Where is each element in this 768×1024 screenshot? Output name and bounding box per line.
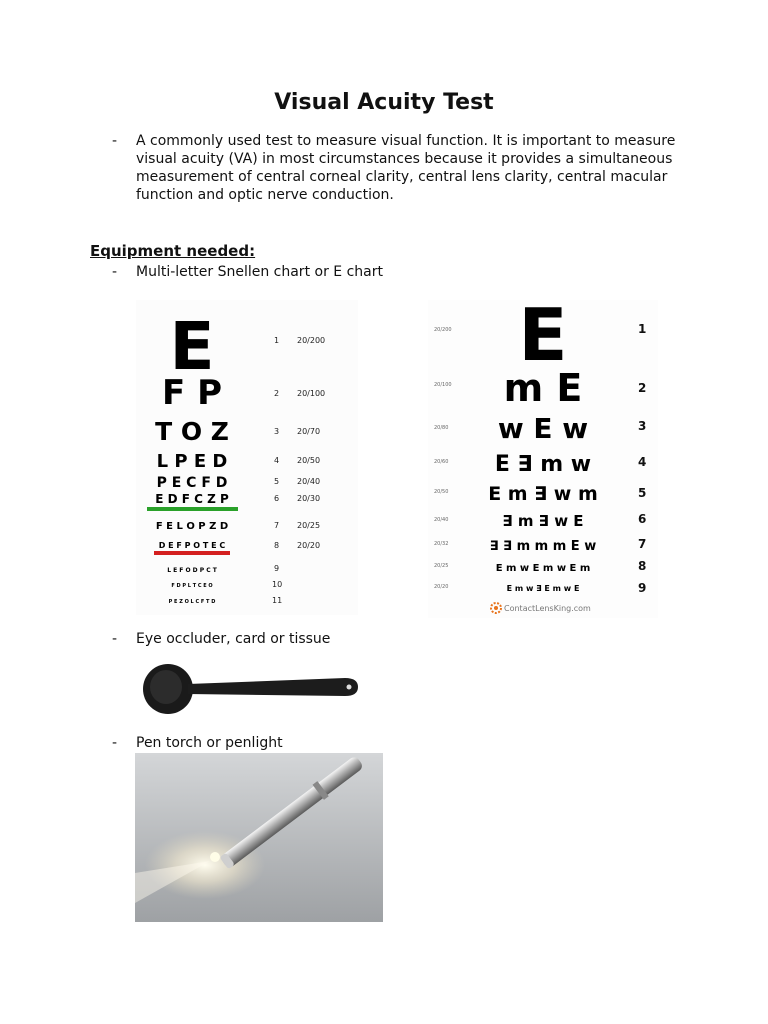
snellen-letters: E D F C Z P bbox=[155, 492, 229, 506]
e-chart-line-number: 1 bbox=[638, 322, 647, 336]
e-chart-letters: E m w ∃ E m w E bbox=[506, 584, 580, 593]
equipment-item-chart: Multi-letter Snellen chart or E chart bbox=[136, 264, 383, 280]
snellen-acuity: 20/20 bbox=[297, 541, 321, 550]
e-chart-line-number: 3 bbox=[638, 419, 647, 433]
e-chart-acuity: 20/32 bbox=[434, 541, 449, 547]
page-title: Visual Acuity Test bbox=[274, 90, 494, 115]
bullet-dash: - bbox=[112, 133, 118, 149]
e-chart-acuity: 20/100 bbox=[434, 382, 452, 388]
snellen-acuity: 20/100 bbox=[297, 389, 326, 398]
e-chart-letters: E m w E m w E m bbox=[495, 563, 591, 574]
snellen-line-number: 11 bbox=[272, 596, 283, 605]
snellen-letters: L P E D bbox=[156, 451, 228, 472]
e-chart-acuity: 20/50 bbox=[434, 489, 449, 495]
eye-occluder-icon bbox=[140, 658, 362, 718]
equipment-item-occluder: Eye occluder, card or tissue bbox=[136, 631, 331, 647]
snellen-acuity: 20/25 bbox=[297, 521, 321, 530]
snellen-line-number: 2 bbox=[274, 389, 280, 398]
snellen-line-number: 8 bbox=[274, 541, 280, 550]
e-chart-line-number: 4 bbox=[638, 455, 647, 469]
e-chart-acuity: 20/200 bbox=[434, 327, 452, 333]
e-chart-letters: E ∃ m w bbox=[494, 452, 592, 477]
e-chart-line-number: 8 bbox=[638, 559, 647, 573]
snellen-line-number: 10 bbox=[272, 580, 283, 589]
snellen-line-number: 9 bbox=[274, 564, 280, 573]
logo-text: ContactLensKing.com bbox=[504, 604, 591, 613]
snellen-letters: T O Z bbox=[155, 417, 229, 446]
snellen-line-number: 6 bbox=[274, 494, 280, 503]
e-chart-acuity: 20/40 bbox=[434, 517, 449, 523]
bullet-dash: - bbox=[112, 631, 118, 647]
e-chart-line-number: 2 bbox=[638, 381, 647, 395]
e-chart-acuity: 20/80 bbox=[434, 425, 449, 431]
e-chart-letters: w E w bbox=[497, 412, 589, 445]
e-chart-acuity: 20/20 bbox=[434, 584, 449, 590]
e-chart-line-number: 7 bbox=[638, 537, 647, 551]
intro-line: A commonly used test to measure visual function. It is important to measure bbox=[136, 133, 676, 149]
snellen-letters: F D P L T C E O bbox=[171, 583, 213, 589]
snellen-letters: P E Z O L C F T D bbox=[168, 599, 216, 605]
snellen-letters: E bbox=[169, 308, 215, 385]
snellen-letters: D E F P O T E C bbox=[158, 541, 226, 550]
bullet-dash: - bbox=[112, 264, 118, 280]
e-chart-acuity: 20/60 bbox=[434, 459, 449, 465]
snellen-acuity: 20/50 bbox=[297, 456, 321, 465]
e-chart-acuity: 20/25 bbox=[434, 563, 449, 569]
e-chart-letters: E m ∃ w m bbox=[488, 483, 598, 505]
snellen-line-number: 3 bbox=[274, 427, 280, 436]
snellen-acuity: 20/40 bbox=[297, 477, 321, 486]
snellen-acuity: 20/200 bbox=[297, 336, 326, 345]
snellen-letters: F E L O P Z D bbox=[155, 521, 229, 532]
snellen-letters: P E C F D bbox=[156, 475, 228, 491]
e-chart-letters: ∃ m ∃ w E bbox=[502, 512, 584, 530]
snellen-acuity: 20/70 bbox=[297, 427, 321, 436]
intro-line: measurement of central corneal clarity, central lens clarity, central macular bbox=[136, 169, 668, 185]
contact-lens-king-logo-icon bbox=[491, 603, 501, 613]
intro-paragraph bbox=[136, 132, 676, 204]
e-chart bbox=[428, 300, 658, 618]
snellen-letters: F P bbox=[162, 373, 222, 413]
snellen-line-number: 7 bbox=[274, 521, 280, 530]
snellen-acuity: 20/30 bbox=[297, 494, 321, 503]
equipment-heading: Equipment needed: bbox=[90, 242, 256, 260]
bullet-dash: - bbox=[112, 735, 118, 751]
snellen-letters: L E F O D P C T bbox=[167, 567, 217, 574]
e-chart-line-number: 6 bbox=[638, 512, 647, 526]
snellen-line-number: 5 bbox=[274, 477, 280, 486]
snellen-line-number: 4 bbox=[274, 456, 280, 465]
intro-line: visual acuity (VA) in most circumstances because it provides a simultaneous bbox=[136, 151, 673, 167]
intro-line: function and optic nerve conduction. bbox=[136, 187, 394, 203]
e-chart-line-number: 9 bbox=[638, 581, 647, 595]
equipment-item-pen-torch: Pen torch or penlight bbox=[136, 735, 283, 751]
e-chart-letters: ∃ ∃ m m m E w bbox=[489, 539, 597, 554]
snellen-chart bbox=[136, 300, 358, 615]
snellen-line-number: 1 bbox=[274, 336, 280, 345]
e-chart-letters: E bbox=[518, 300, 568, 377]
red-line-marker bbox=[154, 551, 230, 555]
e-chart-line-number: 5 bbox=[638, 486, 647, 500]
pen-torch-photo bbox=[135, 753, 383, 922]
e-chart-letters: m E bbox=[503, 366, 583, 410]
green-line-marker bbox=[147, 507, 238, 511]
